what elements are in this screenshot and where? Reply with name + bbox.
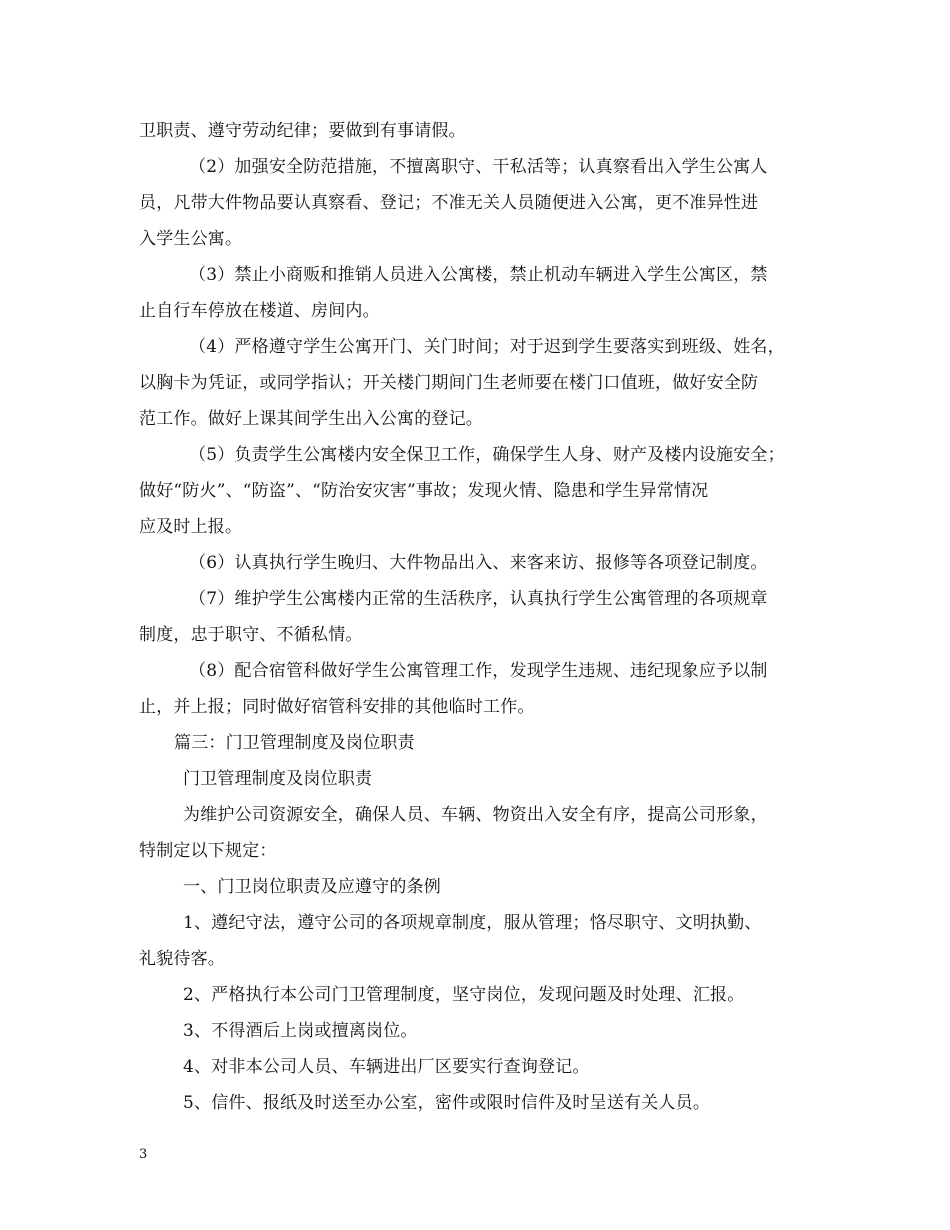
text-line: （8）配合宿管科做好学生公寓管理工作，发现学生违规、违纪现象应予以制	[189, 661, 768, 681]
text-line: 为维护公司资源安全，确保人员、车辆、物资出入安全有序，提高公司形象，	[183, 805, 768, 825]
text-line: 止自行车停放在楼道、房间内。	[139, 301, 380, 321]
text-line: （6）认真执行学生晚归、大件物品出入、来客来访、报修等各项登记制度。	[189, 553, 768, 573]
text-line: 1、遵纪守法，遵守公司的各项规章制度，服从管理；恪尽职守、文明执勤、	[183, 913, 762, 933]
text-line: 以胸卡为凭证，或同学指认；开关楼门期间门生老师要在楼门口值班，做好安全防	[139, 373, 759, 393]
text-line: 做好“防火”、“防盗”、“防治安灾害”事故；发现火情、隐患和学生异常情况	[139, 481, 709, 501]
text-line: （2）加强安全防范措施，不擅离职守、干私活等；认真察看出入学生公寓人	[189, 157, 768, 177]
text-line: （4）严格遵守学生公寓开门、关门时间；对于迟到学生要落实到班级、姓名，	[189, 337, 785, 357]
text-line: 制度，忠于职守、不循私情。	[139, 625, 363, 645]
text-line: 礼貌待客。	[139, 949, 225, 969]
text-line: （5）负责学生公寓楼内安全保卫工作，确保学生人身、财产及楼内设施安全；	[189, 445, 785, 465]
section-heading: 篇三：门卫管理制度及岗位职责	[174, 733, 415, 753]
document-title: 门卫管理制度及岗位职责	[183, 769, 373, 789]
text-line: （7）维护学生公寓楼内正常的生活秩序，认真执行学生公寓管理的各项规章	[189, 589, 768, 609]
text-line: 范工作。做好上课其间学生出入公寓的登记。	[139, 409, 483, 429]
text-line: 卫职责、遵守劳动纪律；要做到有事请假。	[139, 121, 466, 141]
text-line: 3、不得酒后上岗或擅离岗位。	[183, 1021, 418, 1041]
page-number: 3	[139, 1147, 148, 1162]
text-line: 2、严格执行本公司门卫管理制度，坚守岗位，发现问题及时处理、汇报。	[183, 985, 745, 1005]
text-line: 5、信件、报纸及时送至办公室，密件或限时信件及时呈送有关人员。	[183, 1093, 711, 1113]
text-line: 应及时上报。	[139, 517, 243, 537]
text-line: 入学生公寓。	[139, 229, 243, 249]
text-line: 特制定以下规定：	[139, 841, 277, 861]
subsection-heading: 一、门卫岗位职责及应遵守的条例	[183, 877, 441, 897]
text-line: 员，凡带大件物品要认真察看、登记；不准无关人员随便进入公寓，更不准异性进	[139, 193, 759, 213]
text-line: 止，并上报；同时做好宿管科安排的其他临时工作。	[139, 697, 535, 717]
document-body	[139, 113, 829, 1121]
text-line: 4、对非本公司人员、车辆进出厂区要实行查询登记。	[183, 1057, 590, 1077]
text-line: （3）禁止小商贩和推销人员进入公寓楼，禁止机动车辆进入学生公寓区，禁	[189, 265, 768, 285]
